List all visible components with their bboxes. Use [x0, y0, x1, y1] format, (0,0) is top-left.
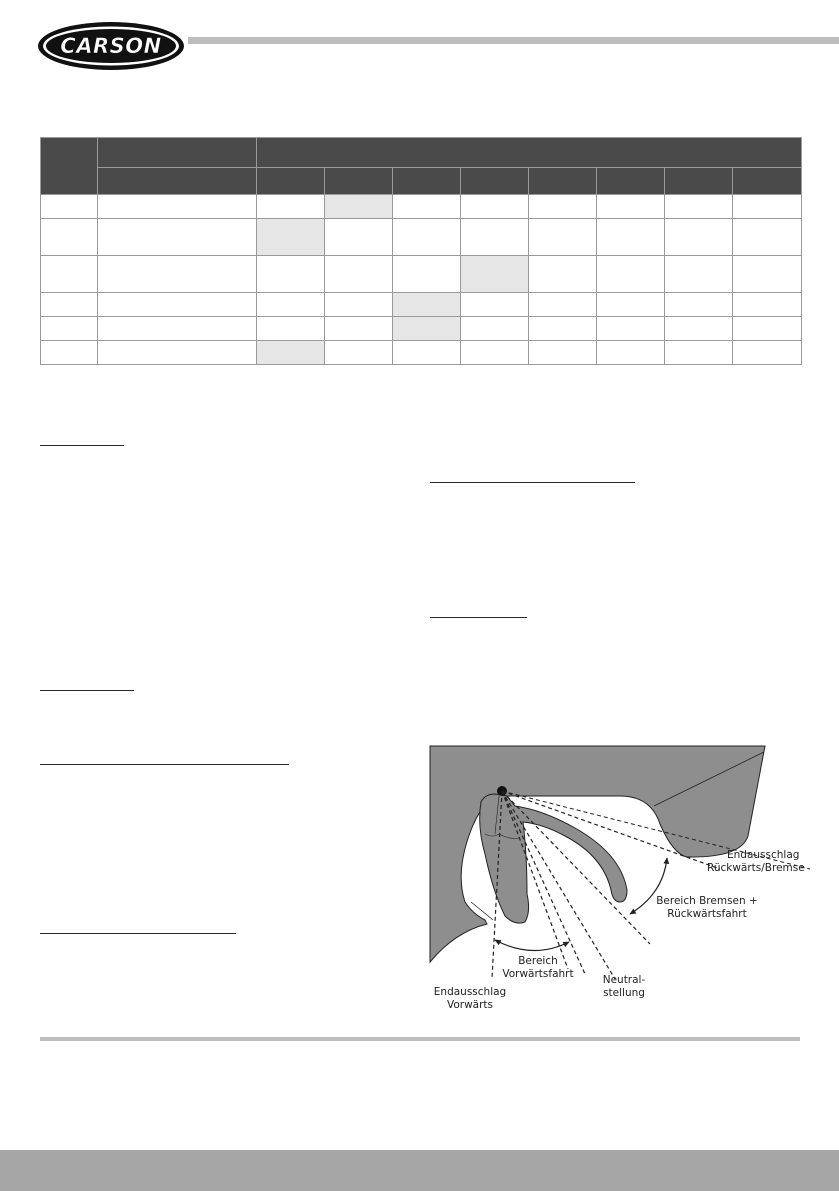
table-row — [41, 293, 802, 317]
highlighted-cell — [461, 256, 529, 293]
table-row — [41, 219, 802, 256]
table-header-cell — [41, 138, 98, 195]
label-neutral-2: stellung — [603, 987, 645, 999]
footer-band — [0, 1150, 839, 1191]
label-end-reverse-1: Endausschlag — [727, 849, 800, 861]
table-header-row — [41, 138, 802, 168]
table-header-cell — [733, 168, 802, 195]
table-header-cell — [325, 168, 393, 195]
throttle-trigger-diagram — [415, 744, 810, 1020]
bottom-rule — [40, 1037, 800, 1041]
table-header-cell — [529, 168, 597, 195]
section-heading-line — [40, 445, 124, 446]
highlighted-cell — [257, 219, 325, 256]
section-heading-line — [40, 933, 236, 934]
table-row — [41, 195, 802, 219]
highlighted-cell — [325, 195, 393, 219]
table-row — [41, 317, 802, 341]
section-heading-line — [430, 482, 635, 483]
table-header-cell — [98, 168, 257, 195]
label-end-reverse-2: Rückwärts/Bremse — [707, 862, 805, 874]
label-end-forward-1: Endausschlag — [433, 986, 507, 998]
label-brake-range-2: Rückwärtsfahrt — [667, 908, 747, 920]
throttle-trigger — [480, 794, 627, 923]
highlighted-cell — [393, 293, 461, 317]
table-header-cell — [665, 168, 733, 195]
table-header-cell — [461, 168, 529, 195]
table-header-cell — [257, 138, 802, 168]
section-heading-line — [430, 617, 527, 618]
header-rule — [188, 37, 839, 44]
table-header-cell — [257, 168, 325, 195]
section-heading-line — [40, 764, 289, 765]
label-neutral-1: Neutral- — [602, 974, 646, 986]
table-header-cell — [98, 138, 257, 168]
settings-table — [40, 137, 802, 365]
highlighted-cell — [257, 341, 325, 365]
table-header-cell — [597, 168, 665, 195]
label-forward-range-1: Bereich — [518, 955, 558, 967]
label-forward-range-2: Vorwärtsfahrt — [502, 968, 574, 980]
table-subheader-row — [41, 168, 802, 195]
section-heading-line — [40, 690, 134, 691]
carson-logo — [36, 20, 186, 72]
table-header-cell — [393, 168, 461, 195]
label-end-forward-2: Vorwärts — [446, 999, 494, 1011]
brand-name: CARSON — [60, 34, 162, 58]
label-brake-range-1: Bereich Bremsen + — [656, 895, 758, 907]
table-row — [41, 341, 802, 365]
highlighted-cell — [393, 317, 461, 341]
table-row — [41, 256, 802, 293]
